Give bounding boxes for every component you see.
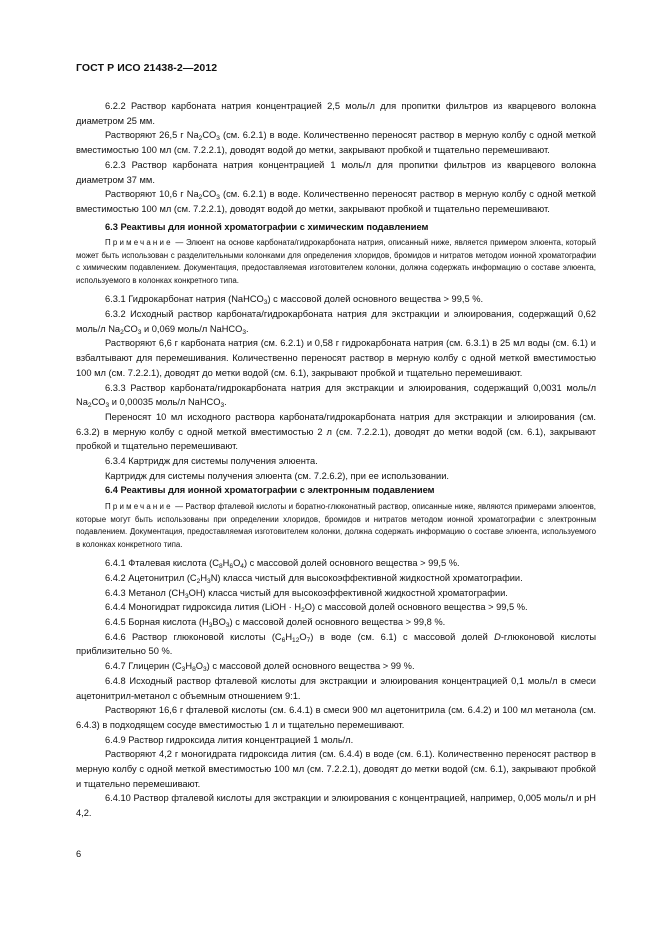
clause-6-4-1: 6.4.1 Фталевая кислота $(C_8H_6O_4)$ с массовой долей основного вещества > 99,5 %. [105,558,460,571]
section-heading-6-3: 6.3 Реактивы для ионной хроматографии с химическим подавлением [105,221,429,232]
clause-6-4-8-text: Растворяют 16,6 г фталевой кислоты (см. 6.4.1) в смеси 900 мл ацетонитрила (см. 6.4.2) и 100 мл метанола (см. 6.4.3) в подходящем сосуде вместимостью 1 л и тщательно перемешивают. [76,705,596,730]
clause-6-4-3: 6.4.3 Метанол $(CH_3OH)$ класса чистый для высокоэффективной жидкостной хроматографии. [105,587,508,600]
clause-6-2-3: 6.2.3 Раствор карбоната натрия концентрацией 1 моль/л для пропитки фильтров из кварцевого волокна диаметром 37 мм. [76,159,596,185]
clause-6-4-9: 6.4.9 Раствор гидроксида лития концентрацией 1 моль/л. [105,734,354,745]
clause-6-4-4: 6.4.4 Моногидрат гидроксида лития (LiOH · $H_2O$) с массовой долей основного вещества > 99,5 %. [105,602,528,615]
clause-6-4-8: 6.4.8 Исходный раствор фталевой кислоты для экстракции и элюирования концентрацией 0,1 моль/л в смеси ацетонитрил-метанол с объемным отношением 9:1. [76,675,596,701]
clause-6-4-7: 6.4.7 Глицерин $(C_3H_8O_3)$ с массовой долей основного вещества > 99 %. [105,661,415,674]
clause-6-4-6: 6.4.6 Раствор глюконовой кислоты $(C_6H_{12}O_7)$ в воде (см. 6.1) с массовой долей D-глюконовой кислоты приблизительно 50 %. [76,631,597,657]
clause-6-4-2: 6.4.2 Ацетонитрил $(C_2H_3N)$ класса чистый для высокоэффективной жидкостной хроматографии. [105,572,523,585]
clause-6-4-9-text: Растворяют 4,2 г моногидрата гидроксида лития (см. 6.4.4) в воде (см. 6.1). Количественно переносят раствор в мерную колбу с одной меткой вместимостью 100 мл (см. 7.2.2.1), доводят до метки водой (см. 6.1), закрывают пробкой и тщательно перемешивают. [76,749,596,789]
clause-6-3-4-text: Картридж для системы получения элюента (см. 7.2.6.2), при ее использовании. [105,470,449,481]
clause-6-4-5: 6.4.5 Борная кислота $(H_3BO_3)$ с массовой долей основного вещества > 99,8 %. [105,616,446,629]
clause-6-2-3-text: Растворяют 10,6 г $Na_2CO_3$ (см. 6.2.1) в воде. Количественно переносят раствор в мерную колбу с одной меткой вместимостью 100 мл (см. 7.2.2.1), доводят водой до метки, закрывают пробкой и тщательно перемешивают. [76,189,596,214]
clause-6-3-2: 6.3.2 Исходный раствор карбоната/гидрокарбоната натрия для экстракции и элюирования, содержащий 0,62 моль/л $Na_2CO_3$ и 0,069 моль/л NaHCO$_3$. [76,309,596,336]
document-page [76,62,596,821]
page-number: 6 [76,849,82,859]
note-6-4: Примечание — Раствор фталевой кислоты и боратно-глюконатный раствор, описанные ниже, являются примерами элюентов, которые могут быть использованы при определении хлоридов, бромидов и нитратов методом ионной хроматографии с электронным подавлением. Документация, предоставляемая изготовителем колонки, должна содержать информацию о составе элюента, используемого в колонках конкретного типа. [76,502,596,549]
clause-6-3-1: 6.3.1 Гидрокарбонат натрия (NaHCO$_3$) с массовой долей основного вещества > 99,5 %. [105,294,484,307]
clause-6-2-2: 6.2.2 Раствор карбоната натрия концентрацией 2,5 моль/л для пропитки фильтров из кварцевого волокна диаметром 25 мм. [76,101,596,126]
clause-6-3-2-text: Растворяют 6,6 г карбоната натрия (см. 6.2.1) и 0,58 г гидрокарбоната натрия (см. 6.3.1) в 25 мл воды (см. 6.1) и взбалтывают для перемешивания. Количественно переносят раствор в мерную колбу с одной меткой вместимостью 100 мл (см. 7.2.2.1), доводят до метки водой (см. 6.1), закрывают пробкой и тщательно перемешивают. [76,338,596,378]
document-header: ГОСТ Р ИСО 21438-2—2012 [76,62,218,74]
note-6-3: Примечание — Элюент на основе карбоната/гидрокарбоната натрия, описанный ниже, является примером элюента, который может быть использован с разделительными колонками для определения хлоридов, бромидов и нитратов методом ионной хроматографии с химическим подавлением. Документация, предоставляемая изготовителем колонки, должна содержать информацию о составе элюента, используемого в колонках конкретного типа. [76,238,596,285]
clause-6-3-3-text: Переносят 10 мл исходного раствора карбоната/гидрокарбоната натрия для экстракции и элюирования (см. 6.3.2) в мерную колбу с одной меткой вместимостью 2 л (см. 7.2.2.1), доводят до метки водой (см. 6.1), закрывают пробкой и тщательно перемешивают. [76,411,596,452]
clause-6-3-3: 6.3.3 Раствор карбоната/гидрокарбоната натрия для экстракции и элюирования, содержащий 0,0031 моль/л $Na_2CO_3$ и 0,00035 моль/л NaHCO$_3$. [76,382,596,410]
clause-6-4-10: 6.4.10 Раствор фталевой кислоты для экстракции и элюирования с концентрацией, например, 0,005 моль/л и pH 4,2. [76,793,596,819]
clause-6-2-2-text: Растворяют 26,5 г $Na_2CO_3$ (см. 6.2.1) в воде. Количественно переносят раствор в мерную колбу с одной меткой вместимостью 100 мл (см. 7.2.2.1), доводят водой до метки, закрывают пробкой и тщательно перемешивают. [76,130,596,156]
clause-6-3-4: 6.3.4 Картридж для системы получения элюента. [105,456,318,467]
section-heading-6-4: 6.4 Реактивы для ионной хроматографии с электронным подавлением [105,485,435,496]
